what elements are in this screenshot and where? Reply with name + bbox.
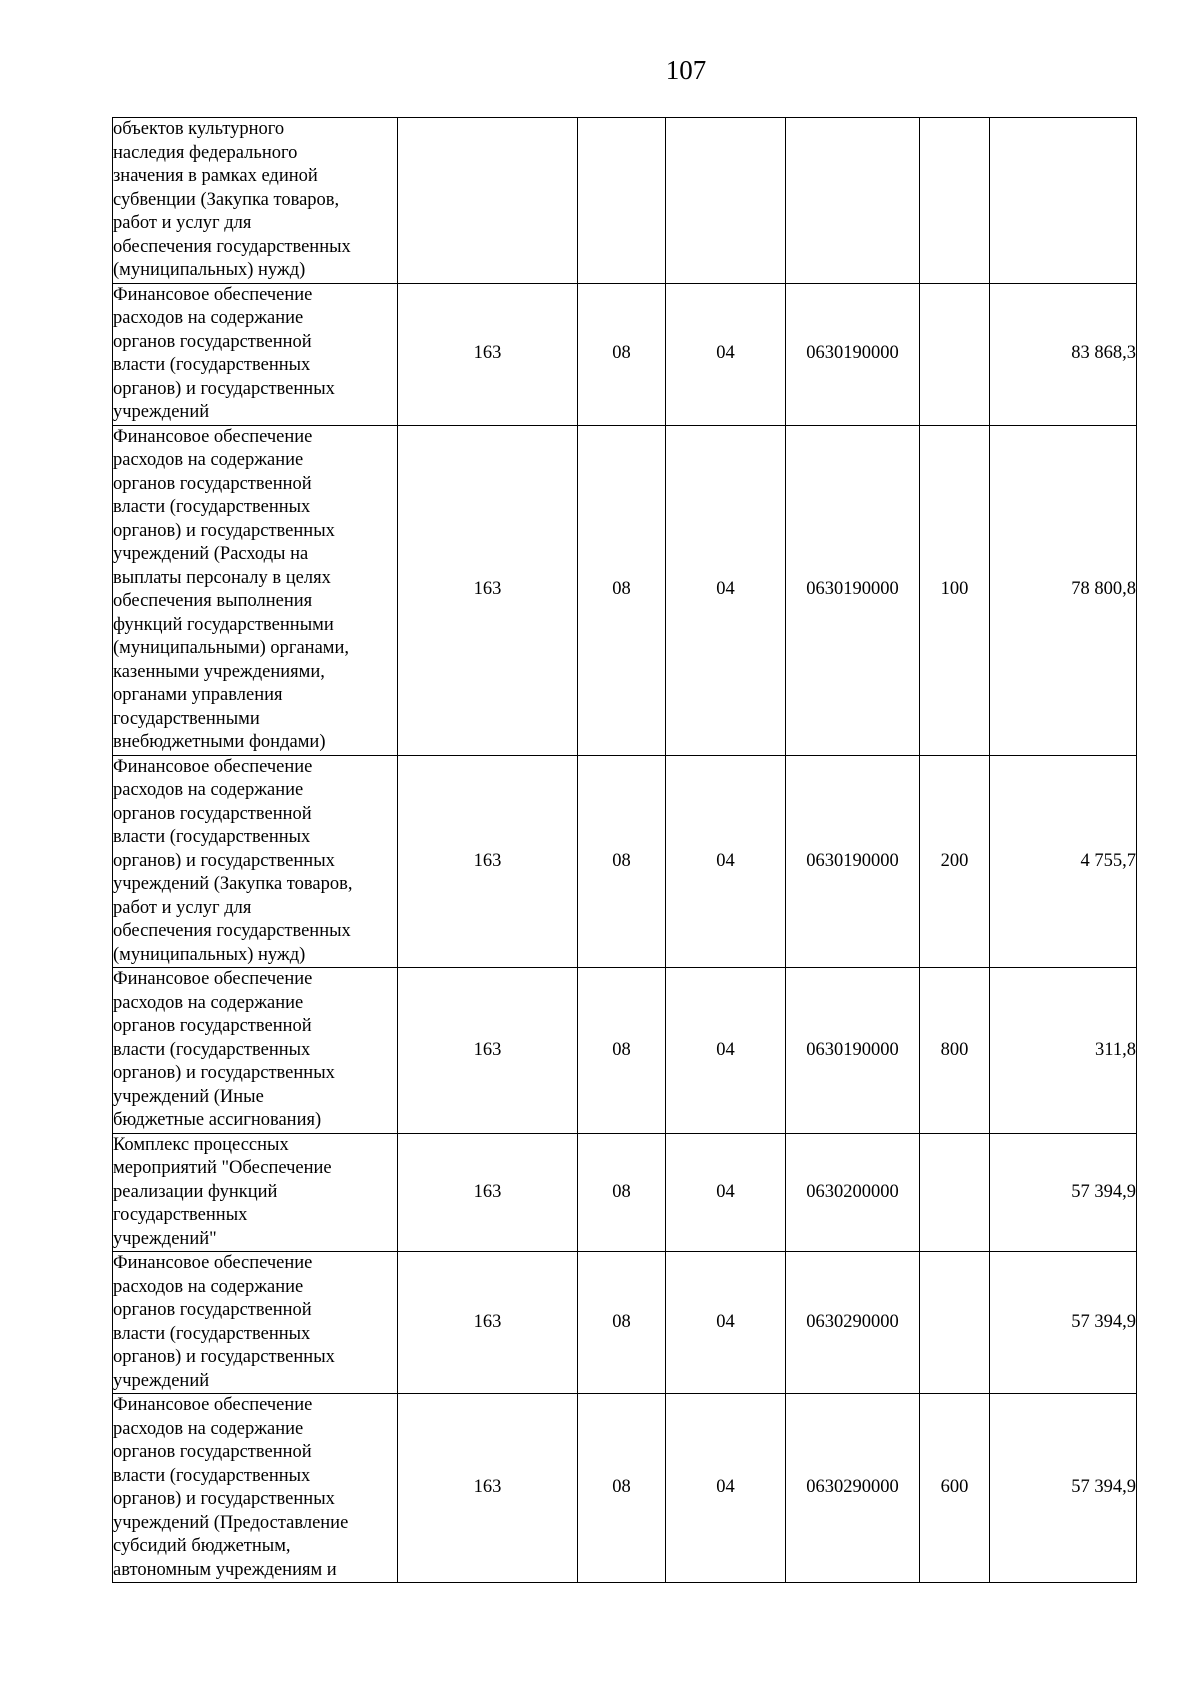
ministry-code-cell: 163 <box>398 968 578 1134</box>
expense-type-cell <box>920 118 990 284</box>
section-code-cell: 08 <box>578 425 666 755</box>
expense-type-cell: 600 <box>920 1394 990 1583</box>
table-row <box>113 425 1137 755</box>
target-article-cell: 0630190000 <box>786 283 920 425</box>
amount-cell: 57 394,9 <box>990 1133 1137 1252</box>
ministry-code-cell: 163 <box>398 425 578 755</box>
section-code-cell: 08 <box>578 1133 666 1252</box>
row-name-cell: Финансовое обеспечение расходов на содержание органов государственной власти (государственных органов) и государственных учреждений <box>113 283 398 425</box>
table-row <box>113 118 1137 284</box>
subsection-code-cell: 04 <box>666 968 786 1134</box>
expense-type-cell: 800 <box>920 968 990 1134</box>
section-code-cell: 08 <box>578 283 666 425</box>
amount-cell <box>990 118 1137 284</box>
target-article-cell: 0630190000 <box>786 755 920 968</box>
ministry-code-cell: 163 <box>398 1394 578 1583</box>
table-row <box>113 283 1137 425</box>
row-name-cell: Финансовое обеспечение расходов на содержание органов государственной власти (государственных органов) и государственных учреждений (Расходы на выплаты персоналу в целях обеспечения выполнения функций государственными (муниципальными) органами, казенными учреждениями, органами управления государственными внебюджетными фондами) <box>113 425 398 755</box>
table-row <box>113 968 1137 1134</box>
subsection-code-cell: 04 <box>666 1133 786 1252</box>
row-name-cell: Финансовое обеспечение расходов на содержание органов государственной власти (государственных органов) и государственных учреждений <box>113 1252 398 1394</box>
expense-type-cell <box>920 1133 990 1252</box>
ministry-code-cell <box>398 118 578 284</box>
subsection-code-cell: 04 <box>666 425 786 755</box>
row-name-cell: Финансовое обеспечение расходов на содержание органов государственной власти (государственных органов) и государственных учреждений (Предоставление субсидий бюджетным, автономным учреждениям и <box>113 1394 398 1583</box>
subsection-code-cell: 04 <box>666 1394 786 1583</box>
target-article-cell: 0630190000 <box>786 425 920 755</box>
row-name-cell: Комплекс процессных мероприятий "Обеспечение реализации функций государственных учреждений" <box>113 1133 398 1252</box>
target-article-cell: 0630290000 <box>786 1394 920 1583</box>
page-number: 107 <box>665 55 707 85</box>
ministry-code-cell: 163 <box>398 1252 578 1394</box>
ministry-code-cell: 163 <box>398 755 578 968</box>
table-row <box>113 1394 1137 1583</box>
table-row <box>113 1252 1137 1394</box>
target-article-cell: 0630290000 <box>786 1252 920 1394</box>
target-article-cell: 0630190000 <box>786 968 920 1134</box>
section-code-cell: 08 <box>578 968 666 1134</box>
table-row <box>113 1133 1137 1252</box>
expense-type-cell <box>920 1252 990 1394</box>
subsection-code-cell: 04 <box>666 755 786 968</box>
section-code-cell: 08 <box>578 1394 666 1583</box>
subsection-code-cell: 04 <box>666 1252 786 1394</box>
target-article-cell <box>786 118 920 284</box>
amount-cell: 57 394,9 <box>990 1252 1137 1394</box>
budget-table <box>112 117 1137 1583</box>
ministry-code-cell: 163 <box>398 283 578 425</box>
ministry-code-cell: 163 <box>398 1133 578 1252</box>
row-name-cell: объектов культурного наследия федерального значения в рамках единой субвенции (Закупка товаров, работ и услуг для обеспечения государственных (муниципальных) нужд) <box>113 118 398 284</box>
subsection-code-cell <box>666 118 786 284</box>
amount-cell: 4 755,7 <box>990 755 1137 968</box>
row-name-cell: Финансовое обеспечение расходов на содержание органов государственной власти (государственных органов) и государственных учреждений (Иные бюджетные ассигнования) <box>113 968 398 1134</box>
amount-cell: 83 868,3 <box>990 283 1137 425</box>
expense-type-cell: 100 <box>920 425 990 755</box>
expense-type-cell <box>920 283 990 425</box>
section-code-cell: 08 <box>578 1252 666 1394</box>
section-code-cell: 08 <box>578 755 666 968</box>
amount-cell: 311,8 <box>990 968 1137 1134</box>
row-name-cell: Финансовое обеспечение расходов на содержание органов государственной власти (государственных органов) и государственных учреждений (Закупка товаров, работ и услуг для обеспечения государственных (муниципальных) нужд) <box>113 755 398 968</box>
amount-cell: 57 394,9 <box>990 1394 1137 1583</box>
amount-cell: 78 800,8 <box>990 425 1137 755</box>
section-code-cell <box>578 118 666 284</box>
table-row <box>113 755 1137 968</box>
target-article-cell: 0630200000 <box>786 1133 920 1252</box>
subsection-code-cell: 04 <box>666 283 786 425</box>
expense-type-cell: 200 <box>920 755 990 968</box>
